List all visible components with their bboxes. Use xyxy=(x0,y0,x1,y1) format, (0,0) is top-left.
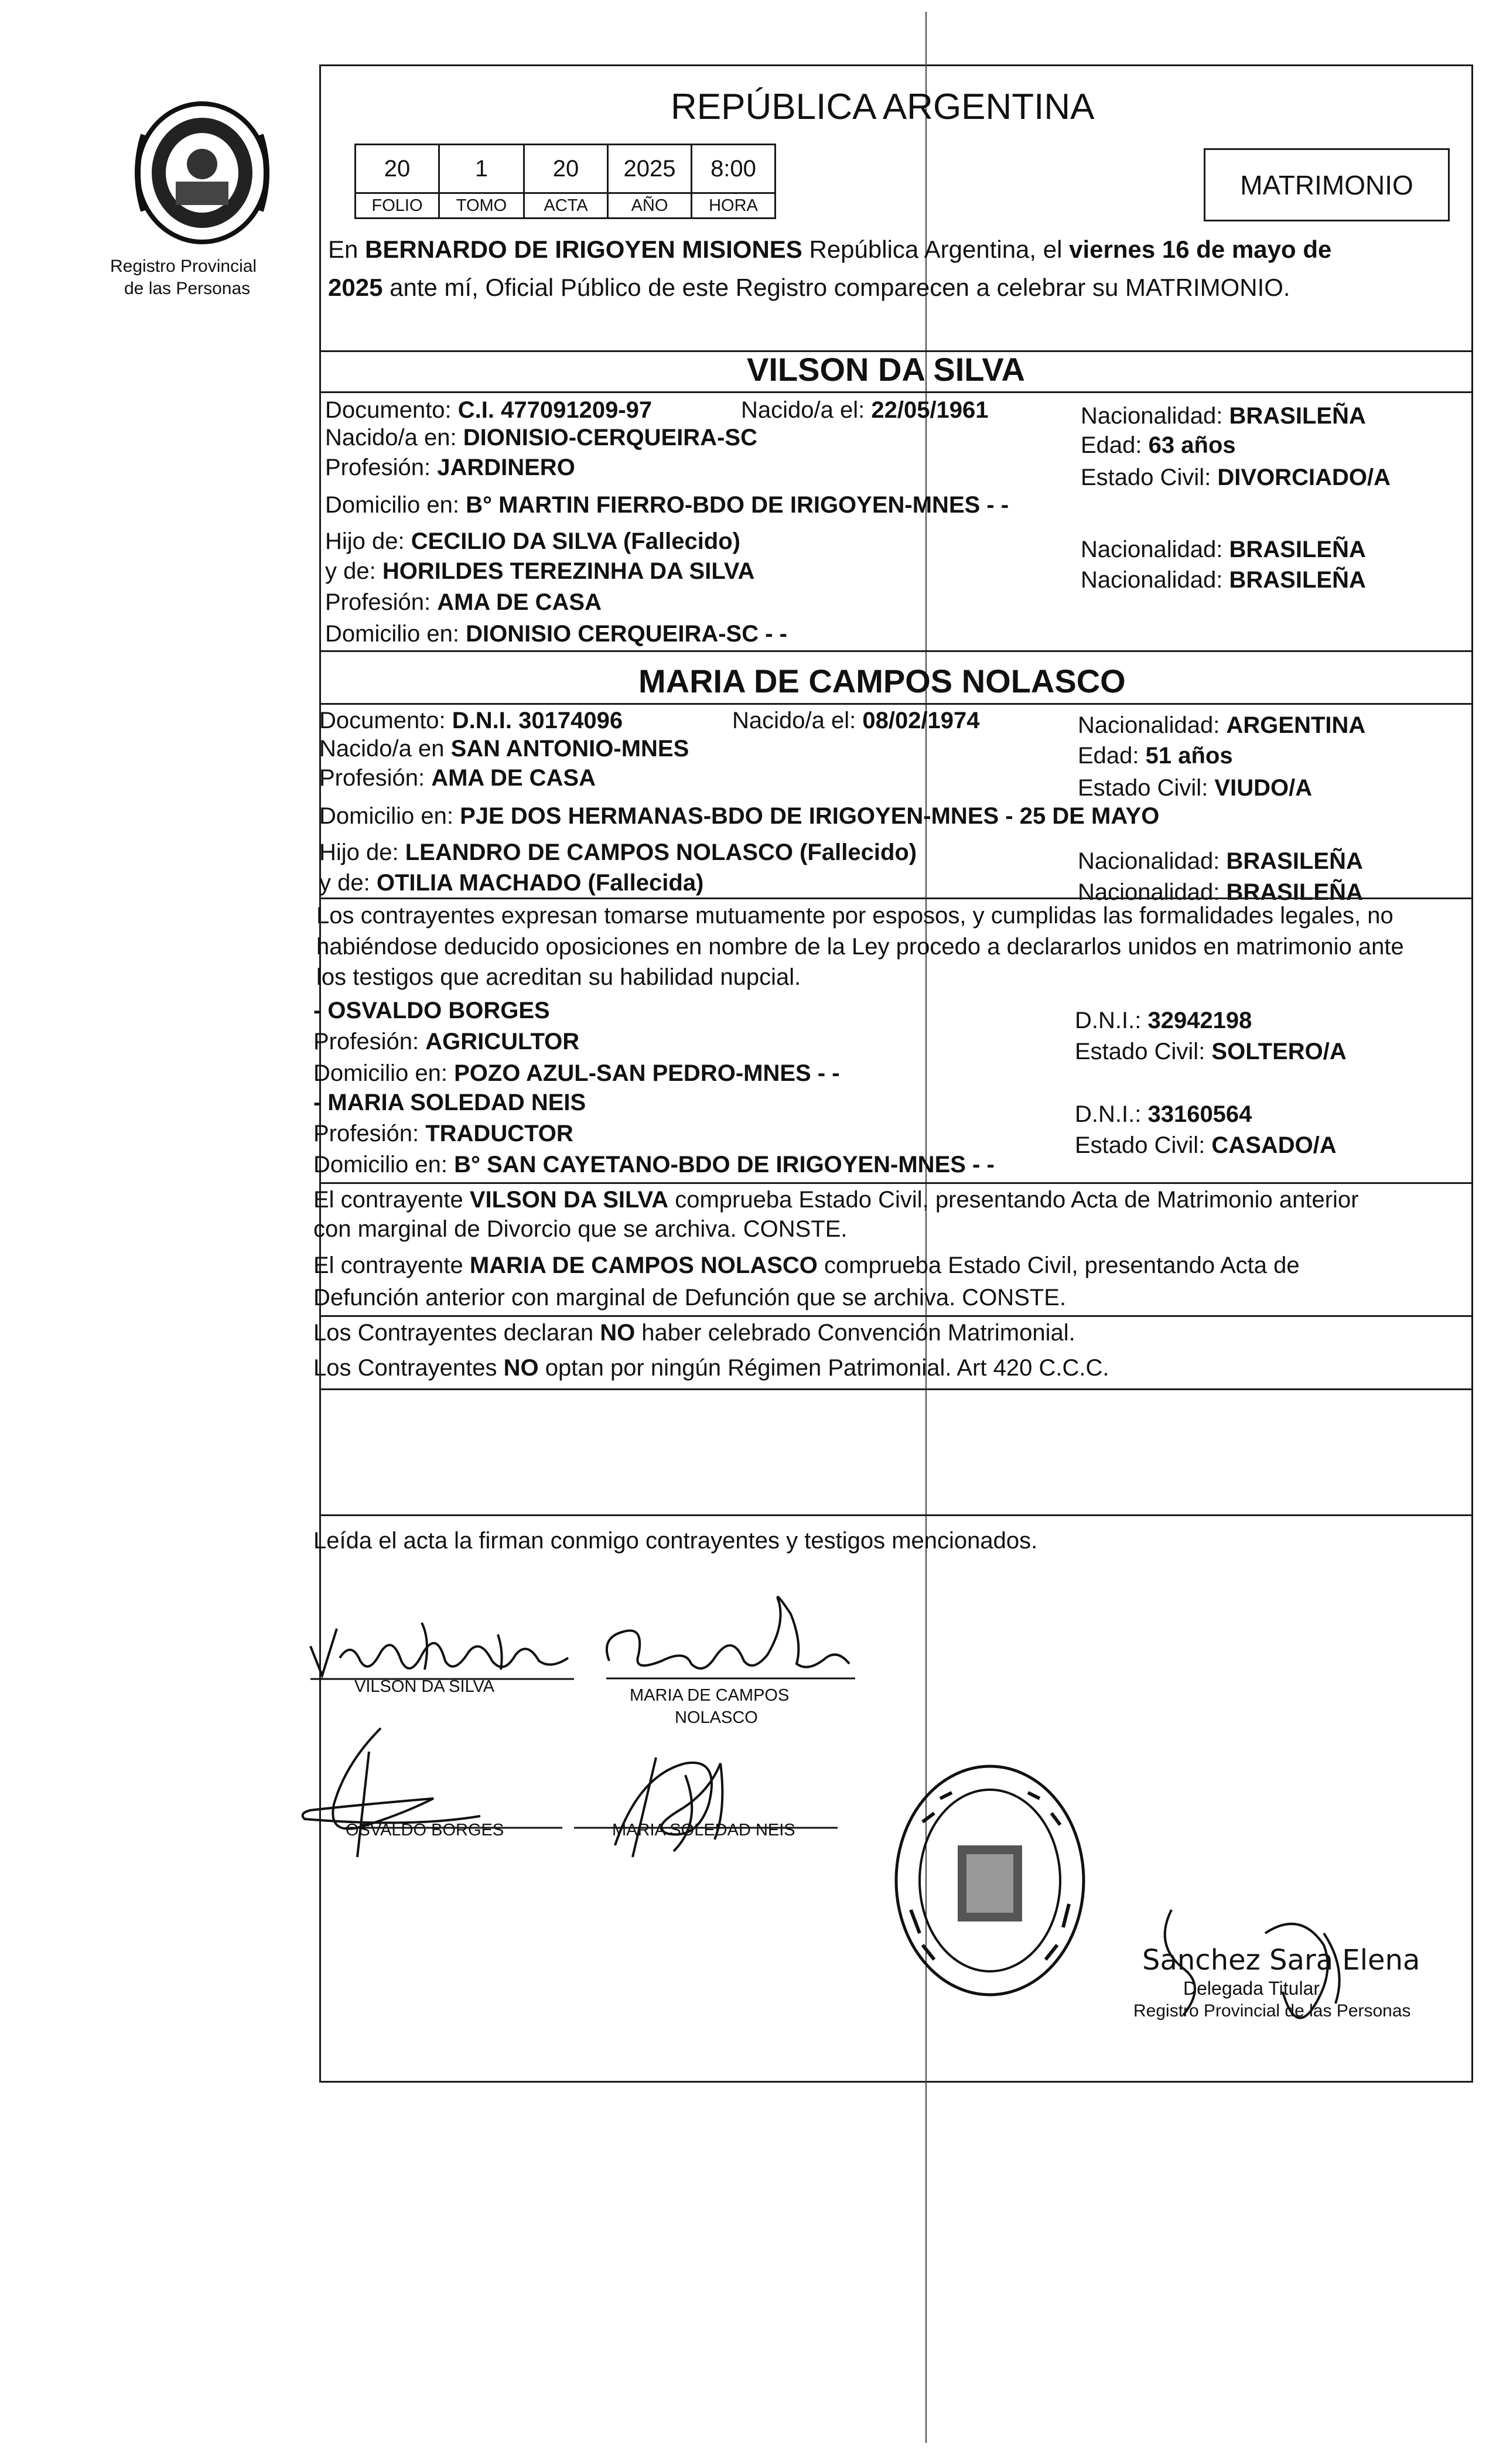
page-title: REPÚBLICA ARGENTINA xyxy=(671,87,1095,127)
signature-label-soledad: MARIA SOLEDAD NEIS xyxy=(612,1821,795,1840)
note1-line1: El contrayente VILSON DA SILVA comprueba Estado Civil, presentando Acta de Matrimonio anterior xyxy=(313,1187,1359,1213)
note4: Los Contrayentes NO optan por ningún Régimen Patrimonial. Art 420 C.C.C. xyxy=(313,1355,1109,1381)
signature-label-osvaldo: OSVALDO BORGES xyxy=(346,1821,504,1840)
anio-value: 2025 xyxy=(608,145,692,193)
divider-notes-bottom xyxy=(319,1388,1473,1390)
note3: Los Contrayentes declaran NO haber celebrado Convención Matrimonial. xyxy=(313,1320,1075,1346)
spouse2-born: Nacido/a el: 08/02/1974 xyxy=(732,708,980,733)
divider-notes xyxy=(319,1315,1473,1317)
spouse1-mother: y de: HORILDES TEREZINHA DA SILVA xyxy=(325,558,755,584)
signature-label-vilson: VILSON DA SILVA xyxy=(354,1677,495,1696)
spouse1-age: Edad: 63 años xyxy=(1081,432,1236,458)
note2-line2: Defunción anterior con marginal de Defunción que se archiva. CONSTE. xyxy=(313,1285,1067,1311)
spouse2-name: MARIA DE CAMPOS NOLASCO xyxy=(638,663,1126,699)
signature-maria xyxy=(597,1591,861,1684)
sidebar-label-line2: de las Personas xyxy=(124,279,251,298)
intro-line1 xyxy=(328,237,1331,262)
hora-label: HORA xyxy=(692,193,776,219)
official-office: Registro Provincial de las Personas xyxy=(1133,2001,1411,2021)
spouse2-age: Edad: 51 años xyxy=(1078,743,1233,769)
spouse2-birthplace: Nacido/a en SAN ANTONIO-MNES xyxy=(319,736,689,762)
divider-witnesses-bottom xyxy=(319,1182,1473,1184)
witness2-name: - MARIA SOLEDAD NEIS xyxy=(313,1090,586,1115)
province-emblem-icon xyxy=(126,94,278,252)
hora-value: 8:00 xyxy=(692,145,776,193)
acta-label: ACTA xyxy=(524,193,608,219)
divider-spouse2 xyxy=(319,703,1473,705)
spouse1-document: Documento: C.I. 477091209-97 xyxy=(325,397,653,423)
spouse1-birthplace: Nacido/a en: DIONISIO-CERQUEIRA-SC xyxy=(325,425,757,451)
note2-line1: El contrayente MARIA DE CAMPOS NOLASCO comprueba Estado Civil, presentando Acta de xyxy=(313,1253,1300,1278)
official-name: Sanchez Sara Elena xyxy=(1142,1944,1420,1977)
sidebar-label-line1: Registro Provincial xyxy=(110,257,257,276)
intro-prefix: En xyxy=(328,236,365,263)
intro-rest: ante mí, Oficial Público de este Registro comparecen a celebrar su MATRIMONIO. xyxy=(382,274,1290,301)
witness2-dni: D.N.I.: 33160564 xyxy=(1075,1101,1252,1127)
intro-date: viernes 16 de mayo de xyxy=(1069,236,1332,263)
intro-line2 xyxy=(328,275,1290,300)
folio-label: FOLIO xyxy=(356,193,439,219)
act-type-box xyxy=(1204,148,1450,221)
spouse2-father: Hijo de: LEANDRO DE CAMPOS NOLASCO (Fallecido) xyxy=(319,839,917,865)
spouse1-father-nationality: Nacionalidad: BRASILEÑA xyxy=(1081,537,1366,562)
spouse1-parent-profession: Profesión: AMA DE CASA xyxy=(325,589,602,615)
witness2-civil-status: Estado Civil: CASADO/A xyxy=(1075,1132,1337,1158)
spouse2-profession: Profesión: AMA DE CASA xyxy=(319,765,596,791)
spouse2-nationality: Nacionalidad: ARGENTINA xyxy=(1078,712,1366,738)
spouse2-civil-status: Estado Civil: VIUDO/A xyxy=(1078,775,1313,801)
spouse1-profession: Profesión: JARDINERO xyxy=(325,455,575,480)
spouse2-father-nationality: Nacionalidad: BRASILEÑA xyxy=(1078,848,1363,874)
witness1-address: Domicilio en: POZO AZUL-SAN PEDRO-MNES - - xyxy=(313,1060,840,1086)
intro-place: BERNARDO DE IRIGOYEN MISIONES xyxy=(365,236,802,263)
witness1-profession: Profesión: AGRICULTOR xyxy=(313,1029,580,1054)
note1-line2: con marginal de Divorcio que se archiva. CONSTE. xyxy=(313,1216,848,1242)
spouse1-parent-address: Domicilio en: DIONISIO CERQUEIRA-SC - - xyxy=(325,621,787,647)
record-table xyxy=(354,144,776,219)
spouse2-document: Documento: D.N.I. 30174096 xyxy=(319,708,623,733)
witness2-profession: Profesión: TRADUCTOR xyxy=(313,1121,573,1146)
spouse2-mother-nationality: Nacionalidad: BRASILEÑA xyxy=(1078,879,1363,905)
divider-spouse1-bottom xyxy=(319,650,1473,652)
tomo-label: TOMO xyxy=(439,193,524,219)
intro-mid: República Argentina, el xyxy=(802,236,1070,263)
spouse2-address: Domicilio en: PJE DOS HERMANAS-BDO DE IRIGOYEN-MNES - 25 DE MAYO xyxy=(319,803,1160,829)
signature-osvaldo xyxy=(293,1716,568,1863)
divider-spouse1 xyxy=(319,391,1473,393)
spouse1-mother-nationality: Nacionalidad: BRASILEÑA xyxy=(1081,567,1366,593)
closing-text: Leída el acta la firman conmigo contrayentes y testigos mencionados. xyxy=(313,1528,1038,1554)
spouse1-name: VILSON DA SILVA xyxy=(747,351,1025,388)
tomo-value: 1 xyxy=(439,145,524,193)
signature-soledad xyxy=(568,1740,843,1869)
spouse2-mother: y de: OTILIA MACHADO (Fallecida) xyxy=(319,870,704,896)
acta-value: 20 xyxy=(524,145,608,193)
spouse1-address: Domicilio en: B° MARTIN FIERRO-BDO DE IRIGOYEN-MNES - - xyxy=(325,492,1009,518)
declaration-line2: habiéndose deducido oposiciones en nombre de la Ley procedo a declararlos unidos en matrimonio ante xyxy=(316,934,1404,960)
official-seal-icon xyxy=(887,1757,1092,2004)
witness1-civil-status: Estado Civil: SOLTERO/A xyxy=(1075,1039,1347,1064)
witness1-dni: D.N.I.: 32942198 xyxy=(1075,1008,1252,1033)
signature-label-maria-l1: MARIA DE CAMPOS xyxy=(630,1686,790,1705)
spouse1-father: Hijo de: CECILIO DA SILVA (Fallecido) xyxy=(325,528,740,554)
divider-spouse2-bottom xyxy=(319,897,1473,899)
folio-value: 20 xyxy=(356,145,439,193)
anio-label: AÑO xyxy=(608,193,692,219)
witness2-address: Domicilio en: B° SAN CAYETANO-BDO DE IRIGOYEN-MNES - - xyxy=(313,1152,995,1178)
spouse1-nationality: Nacionalidad: BRASILEÑA xyxy=(1081,403,1366,429)
divider-closing xyxy=(319,1514,1473,1516)
spouse1-born: Nacido/a el: 22/05/1961 xyxy=(741,397,989,423)
witness1-name: - OSVALDO BORGES xyxy=(313,998,550,1023)
declaration-line3: los testigos que acreditan su habilidad nupcial. xyxy=(316,964,801,990)
official-title: Delegada Titular xyxy=(1183,1978,1320,1999)
act-type: MATRIMONIO xyxy=(1240,169,1413,200)
spouse1-civil-status: Estado Civil: DIVORCIADO/A xyxy=(1081,465,1391,490)
signature-label-maria-l2: NOLASCO xyxy=(675,1708,758,1727)
declaration-line1: Los contrayentes expresan tomarse mutuamente por esposos, y cumplidas las formalidades legales, no xyxy=(316,903,1393,929)
signature-vilson xyxy=(305,1605,580,1687)
intro-year: 2025 xyxy=(328,274,383,301)
